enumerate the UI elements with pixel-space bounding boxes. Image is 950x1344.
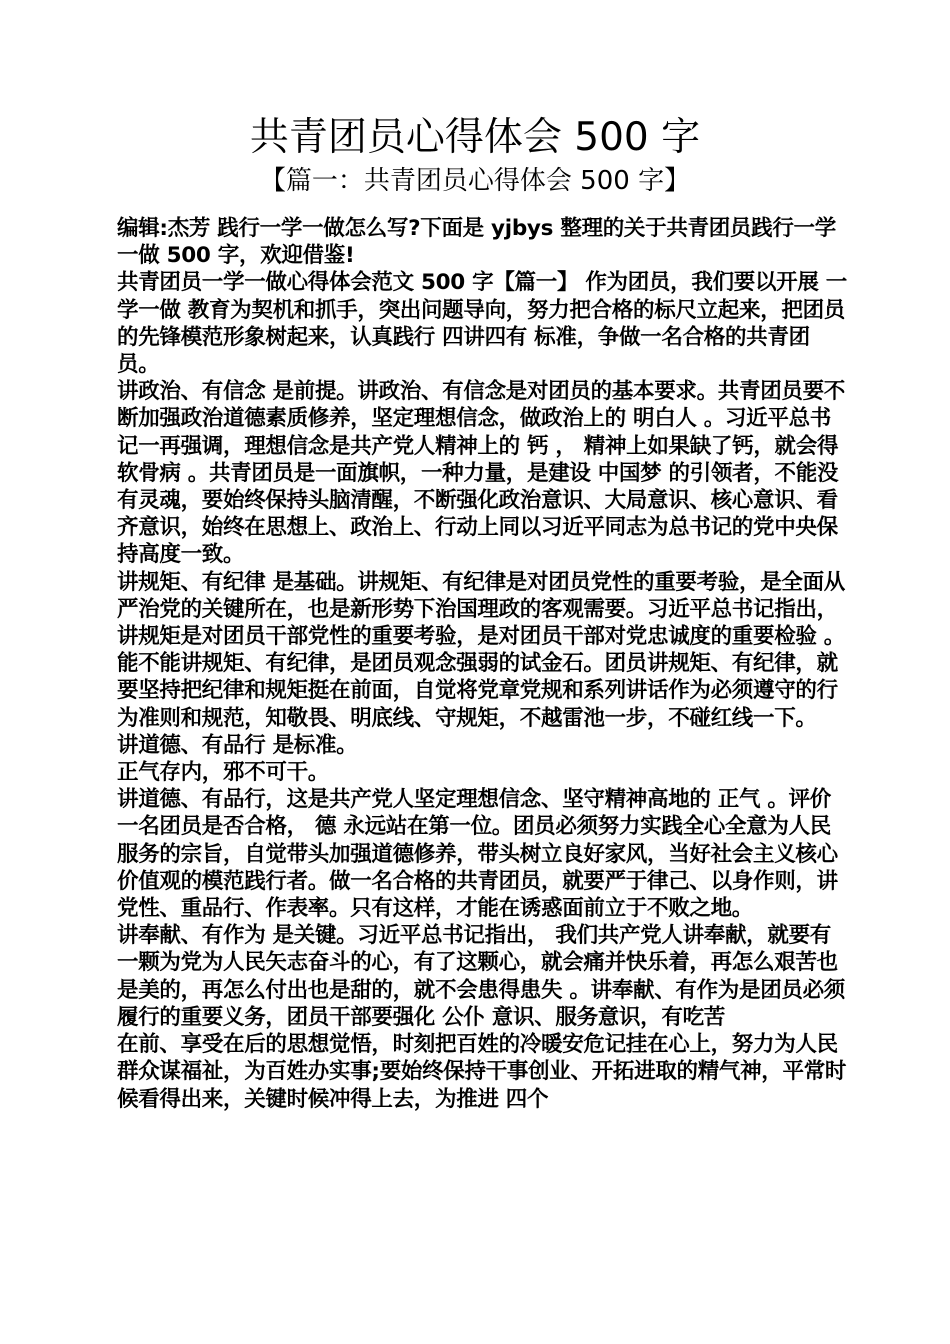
paragraph-dedication-action: 讲奉献、有作为 是关键。习近平总书记指出， 我们共产党人讲奉献，就要有一颗为党为人民矢志奋斗的心，有了这颗心，就会痛并快乐着，再怎么艰苦也是美的，再怎么付出也是甜的，就不会患得患失 。讲奉献、有作为是团员必须履行的重要义务，团员干部要强化 公仆 意识、服务意识，有吃苦 <box>117 923 845 1030</box>
document-subtitle: 【篇一：共青团员心得体会 500 字】 <box>259 166 691 196</box>
paragraph-morality-heading: 讲道德、有品行 是标准。 <box>117 732 358 758</box>
document-body <box>117 215 847 1113</box>
paragraph-morality-conduct: 讲道德、有品行，这是共产党人坚定理想信念、坚守精神高地的 正气 。评价一名团员是否合格， 德 永远站在第一位。团员必须努力实践全心全意为人民服务的宗旨，自觉带头加强道德修养，带头树立良好家风，当好社会主义核心价值观的模范践行者。做一名合格的共青团员，就要严于律己、以身作则，讲党性、重品行、作表率。只有这样，才能在诱惑面前立于不败之地。 <box>117 787 838 922</box>
paragraph-righteousness: 正气存内，邪不可干。 <box>117 760 330 786</box>
paragraph-intro: 编辑:杰芳 践行一学一做怎么写?下面是 yjbys 整理的关于共青团员践行一学一做 500 字，欢迎借鉴! <box>117 216 836 269</box>
paragraph-dedication-continued: 在前、享受在后的思想觉悟，时刻把百姓的冷暖安危记挂在心上，努力为人民群众谋福祉，为百姓办实事;要始终保持干事创业、开拓进取的精气神，平常时候看得出来，关键时候冲得上去，为推进 四个 <box>117 1032 847 1112</box>
document-title: 共青团员心得体会 500 字 <box>249 115 701 160</box>
paragraph-politics-belief: 讲政治、有信念 是前提。讲政治、有信念是对团员的基本要求。共青团员要不断加强政治道德素质修养，坚定理想信念，做政治上的 明白人 。习近平总书记一再强调，理想信念是共产党人精神上的 钙 ， 精神上如果缺了钙，就会得 软骨病 。共青团员是一面旗帜，一种力量，是建设 中国梦 的引领者，不能没有灵魂，要始终保持头脑清醒，不断强化政治意识、大局意识、核心意识、看齐意识，始终在思想上、政治上、行动上同以习近平同志为总书记的党中央保持高度一致。 <box>117 379 845 568</box>
paragraph-essay-opening: 共青团员一学一做心得体会范文 500 字【篇一】 作为团员，我们要以开展 一学一做 教育为契机和抓手，突出问题导向，努力把合格的标尺立起来，把团员的先锋模范形象树起来，认真践行 四讲四有 标准，争做一名合格的共青团员。 <box>117 270 847 378</box>
paragraph-rules-discipline: 讲规矩、有纪律 是基础。讲规矩、有纪律是对团员党性的重要考验，是全面从严治党的关键所在，也是新形势下治国理政的客观需要。习近平总书记指出， 讲规矩是对团员干部党性的重要考验，是对团员干部对党忠诚度的重要检验 。能不能讲规矩、有纪律，是团员观念强弱的试金石。团员讲规矩、有纪律，就要坚持把纪律和规矩挺在前面，自觉将党章党规和系列讲话作为必须遵守的行为准则和规范，知敬畏、明底线、守规矩，不越雷池一步，不碰红线一下。 <box>117 569 845 731</box>
